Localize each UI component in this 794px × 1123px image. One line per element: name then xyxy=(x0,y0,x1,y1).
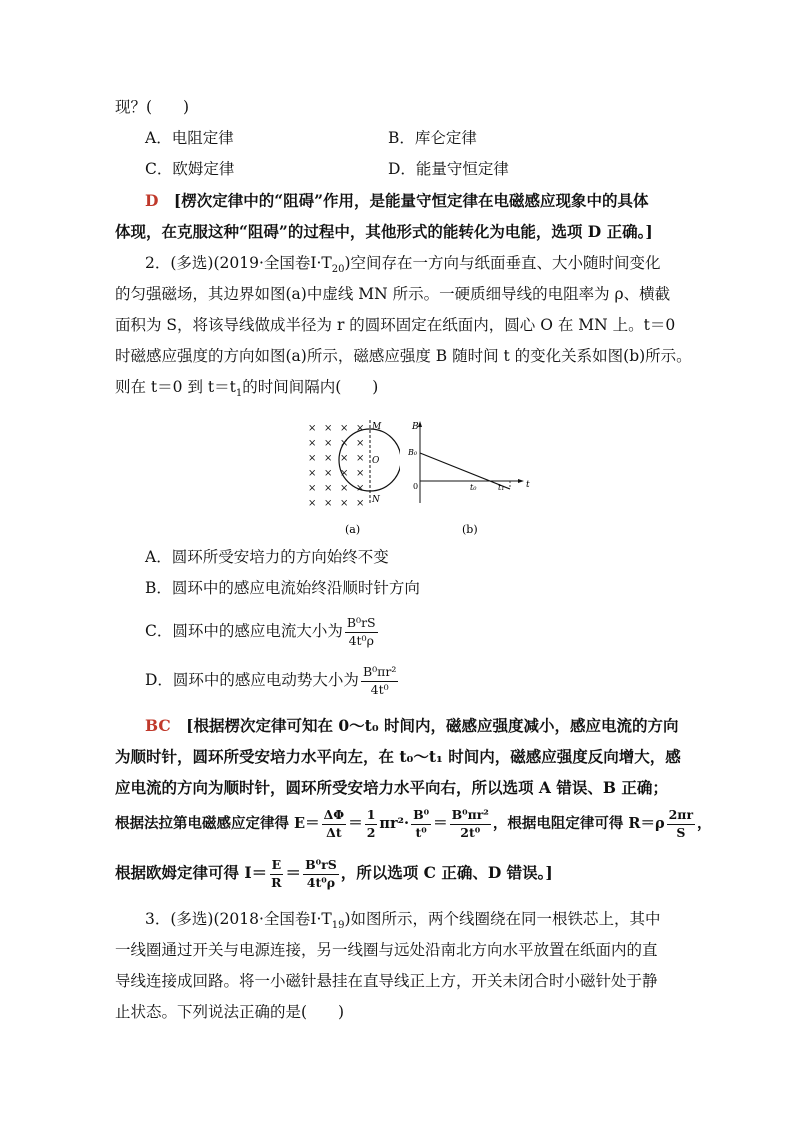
q1-explanation-line-2: 体现，在克服这种“阻碍”的过程中，其他形式的能转化为电能，选项 D 正确。] xyxy=(115,222,653,241)
field-cross-mark: × xyxy=(308,483,317,494)
q2-option-d: D．圆环中的感应电动势大小为 $\frac{\text{B⁰πr²}}{\text{4t⁰}}$ xyxy=(145,664,397,697)
q2-explanation-line-3: 应电流的方向为顺时针，圆环所受安培力水平向右，所以选项 A 错误、B 正确； xyxy=(115,778,668,797)
q1-stem-tail: 现？( ) xyxy=(115,98,190,116)
b-t-line xyxy=(420,453,510,489)
q2-stem-line-3: 面积为 S，将该导线做成半径为 r 的圆环固定在纸面内，圆心 O 在 MN 上。t＝0 xyxy=(115,316,676,334)
field-cross-mark: × xyxy=(340,483,349,494)
field-cross-mark: × xyxy=(324,468,333,479)
q3-stem-line-2: 一线圈通过开关与电源连接，另一线圈与远处沿南北方向水平放置在纸面内的直 xyxy=(115,941,658,959)
q3-stem-line-1: 3．(多选)(2018·全国卷$Ⅰ\cdot T_{19}$)如图所示，两个线圈绕在同一根铁芯上，其中 xyxy=(145,910,661,932)
field-cross-mark: × xyxy=(324,438,333,449)
q1-option-d: D．能量守恒定律 xyxy=(388,160,509,178)
q1-option-c: C．欧姆定律 xyxy=(145,160,235,178)
field-cross-mark: × xyxy=(324,483,333,494)
q2-option-b: B．圆环中的感应电流始终沿顺时针方向 xyxy=(145,579,420,597)
label-o: O xyxy=(372,456,380,466)
q2-stem-line-1: 2．(多选)(2019·全国卷$Ⅰ\cdot T_{20}$)空间存在一方向与纸面垂直、大小随时间变化 xyxy=(145,254,661,276)
field-cross-mark: × xyxy=(356,498,365,509)
label-b: B xyxy=(412,422,419,432)
q2-answer: BC xyxy=(145,716,171,735)
q1-explanation-line-1: D [楞次定律中的“阻碍”作用，是能量守恒定律在电磁感应现象中的具体 xyxy=(145,191,649,210)
label-n: N xyxy=(372,495,380,505)
field-cross-mark: × xyxy=(340,468,349,479)
field-cross-mark: × xyxy=(340,453,349,464)
field-cross-mark: × xyxy=(356,468,365,479)
q1-answer: D xyxy=(145,191,159,210)
field-cross-mark: × xyxy=(356,438,365,449)
label-m: M xyxy=(372,422,382,432)
q2-explanation-line-2: 为顺时针，圆环所受安培力水平向左，在 t₀～t₁ 时间内，磁感应强度反向增大，感 xyxy=(115,747,681,766)
q2-explanation-line-1: BC [根据楞次定律可知在 0～t₀ 时间内，磁感应强度减小，感应电流的方向 xyxy=(145,716,679,735)
field-cross-mark: × xyxy=(324,423,333,434)
q1-option-b: B．库仑定律 xyxy=(388,129,477,147)
field-cross-mark: × xyxy=(356,423,365,434)
q2-option-c: C．圆环中的感应电流大小为 $\frac{\text{B⁰rS}}{\text{4t⁰ρ}}$ xyxy=(145,615,376,648)
q2-equation-line-1: 根据法拉第电磁感应定律得 E＝ $\frac{\Delta\Phi}{\Delta t}$ ＝ $\frac{1}{2}$ πr²· $\frac{\text{B⁰}}{\text{t⁰}}$ ＝ $\frac{\text{B⁰πr²}}{\text{2t⁰}}$ ，根据电阻定律可得 R＝ρ $\frac{2\pi r}{S}$ ， xyxy=(115,807,712,840)
q2-stem-line-2: 的匀强磁场，其边界如图(a)中虚线 MN 所示。一硬质细导线的电阻率为 ρ、横截 xyxy=(115,285,671,303)
label-t0: t₀ xyxy=(470,483,477,492)
q2-stem-line-4: 时磁感应强度的方向如图(a)所示，磁感应强度 B 随时间 t 的变化关系如图(b)所示。 xyxy=(115,347,692,365)
field-cross-mark: × xyxy=(308,468,317,479)
q1-option-a: A．电阻定律 xyxy=(145,129,234,147)
q2-equation-line-2: 根据欧姆定律可得 I＝ $\frac{E}{R}$ ＝ $\frac{\text{B⁰rS}}{\text{4t⁰ρ}}$ ，所以选项 C 正确、D 错误。] xyxy=(115,857,553,890)
caption-b: (b) xyxy=(462,523,478,535)
label-t: t xyxy=(526,480,530,490)
field-cross-mark: × xyxy=(324,453,333,464)
figure-a-magnetic-field xyxy=(300,415,400,535)
q3-stem-line-4: 止状态。下列说法正确的是( ) xyxy=(115,1003,345,1021)
q3-stem-line-3: 导线连接成回路。将一小磁针悬挂在直导线正上方，开关未闭合时小磁针处于静 xyxy=(115,972,658,990)
field-cross-mark: × xyxy=(340,498,349,509)
label-origin: 0 xyxy=(413,482,419,491)
q2-stem-line-5: 则在 t＝0 到 $t=t_1$的时间间隔内( ) xyxy=(115,378,379,400)
field-cross-mark: × xyxy=(340,423,349,434)
field-cross-mark: × xyxy=(308,423,317,434)
caption-a: (a) xyxy=(345,523,361,535)
field-cross-mark: × xyxy=(308,438,317,449)
field-cross-mark: × xyxy=(324,498,333,509)
field-cross-mark: × xyxy=(308,453,317,464)
label-b0: B₀ xyxy=(408,448,418,457)
q2-option-a: A．圆环所受安培力的方向始终不变 xyxy=(145,548,389,566)
field-cross-mark: × xyxy=(356,483,365,494)
figure-b-b-t-graph xyxy=(408,415,536,535)
field-cross-mark: × xyxy=(340,438,349,449)
label-t1: t₁ xyxy=(498,483,505,492)
field-cross-mark: × xyxy=(356,453,365,464)
field-cross-mark: × xyxy=(308,498,317,509)
